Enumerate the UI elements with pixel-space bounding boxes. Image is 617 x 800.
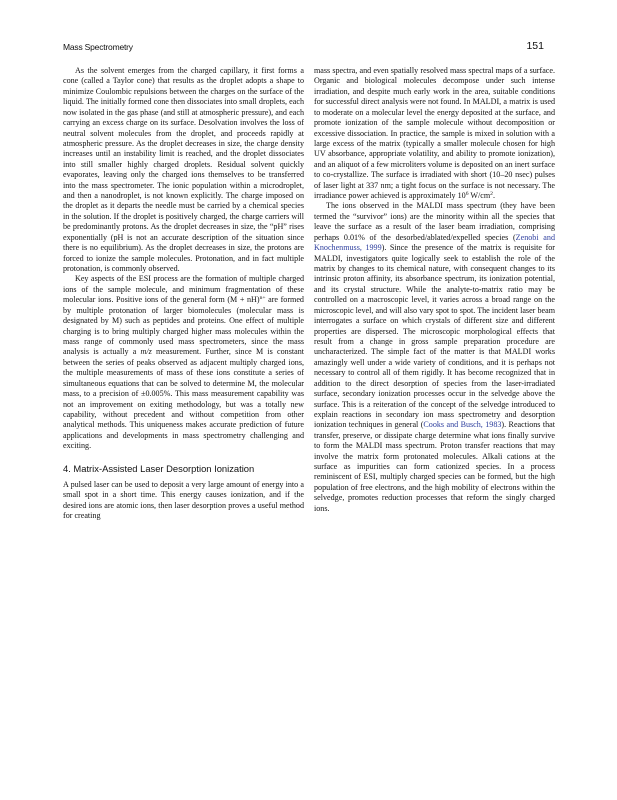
text-run: .: [492, 191, 495, 201]
right-column: [314, 66, 555, 514]
page-number: 151: [526, 40, 544, 52]
text-run: mass spectra, and even spatially resolved mass spectral maps of a surface. Organic and biological molecules decompose under such intense irradiation, and despite much early work in the area, suitable conditions for successful direct analysis were not found. In MALDI, a matrix is used to moderate on a molecular level the energy deposited at the surface, and promote ionization of the sample molecule without decomposition or excessive dissociation. In practice, the sample is mixed in solution with a large excess of the matrix (typically a smaller molecule chosen for high UV absorbance, appropriate volatility, and ability to promote ionization), and an aliquot of a few microliters volume is deposited on an inert surface to co-crystallize. The surface is irradiated with short (10–20 nsec) pulses of laser light at 337 nm; a tight focus on the surface is not necessary. The irradiance power achieved is approximately 10: [314, 66, 555, 201]
paragraph-maldi-matrix: [314, 66, 555, 201]
text-run: are formed by multiple protonation of larger biomolecules (molecular mass is designated by M) such as peptides and proteins. One effect of multiple charging is to bring multiply charged higher mass molecules within the mass range of commonly used mass spectrometers, since the mass analysis is actually a: [63, 295, 304, 357]
superscript-charge: n+: [259, 295, 266, 302]
text-run: ). Since the presence of the matrix is requisite for MALDI, investigators quite logically seek to establish the role of the matrix by changes to its chemical nature, with consequent changes to its intrinsic proton affinity, its absorbance spectrum, its ionization potential, and its crystal structure. While the analyte-to-matrix ratio may be controlled on a macroscopic level, it varies across a broad range on the microscopic level, and will also vary spot to spot. The incident laser beam interrogates a surface on which crystals of different size and different properties are dispersed. The microscopic morphological effects that result from a change in gross sample preparation procedure are uncharacterized. The simple fact of the matter is that MALDI works amazingly well under a wide variety of conditions, and it is perhaps not necessary to control all of them rigidly. It has become recognized that in addition to the direct desorption of species from the laser-irradiated surface, secondary ionization processes occur in the selvedge above the surface. This is a reiteration of the concept of the selvedge introduced to explain reactions in secondary ion mass spectrometry and desorption ionization techniques in general (: [314, 243, 556, 430]
citation-link-cooks[interactable]: Cooks and Busch, 1983: [423, 420, 502, 430]
paragraph-survivor-ions: [314, 201, 555, 514]
text-run: ). Reactions that transfer, preserve, or dissipate charge determine what ions finally survive to form the MALDI mass spectrum. Proton transfer reactions that may involve the matrix form protonated molecules. Alkali cations at the surface as impurities can form cationized species. In a process reminiscent of ESI, multiply charged species can be formed, but the high population of free electrons, and the high mobility of electrons within the selvedge, promotes reduction processes that reform the singly charged ions.: [314, 420, 555, 513]
text-run: W/cm: [468, 191, 491, 201]
text-run: The ions observed in the MALDI mass spectrum (they have been termed the “survivor” ions) are the minority within all the species that leave the surface as a result of the laser beam irradiation, comprising perhaps 0.01% of the desorbed/ablated/expelled species (: [314, 201, 555, 242]
mz-symbol: m/z: [140, 347, 152, 357]
superscript-exponent: 2: [490, 191, 493, 198]
paragraph-esi-key-aspects: [63, 274, 304, 451]
running-head: Mass Spectrometry: [63, 42, 133, 52]
paragraph-pulsed-laser: A pulsed laser can be used to deposit a very large amount of energy into a small spot in a short time. This energy causes ionization, and if the desired ions are atomic ions, then laser desorption proves a useful method for creating: [63, 480, 304, 521]
left-column: [63, 66, 304, 522]
text-run: Key aspects of the ESI process are the formation of multiple charged ions of the sample molecule, and minimum fragmentation of these molecular ions. Positive ions of the general form (M + nH): [63, 274, 304, 305]
text-run: measurement. Further, since M is constant between the series of peaks observed as adjacent multiply charged ions, the multiple measurements of mass of these ions constitute a series of simultaneous equations that can be solved to determine M, the molecular mass, to a precision of ±0.005%. This mass measurement capability was not an improvement on exiting methodology, but was a totally new capability, without precedent and without competition from other analytical methods. This uniqueness makes accurate prediction of future applications and developments in mass spectrometry challenging and exciting.: [63, 347, 304, 451]
section-heading-maldi: 4. Matrix-Assisted Laser Desorption Ionization: [63, 462, 255, 474]
citation-link-zenobi[interactable]: Zenobi and Knochenmuss, 1999: [314, 232, 555, 253]
paragraph-taylor-cone: As the solvent emerges from the charged capillary, it first forms a cone (called a Taylor cone) that results as the droplet adopts a shape to minimize Coulombic repulsions between the charges on the surface of the liquid. The initially formed cone then dissociates into small droplets, each now isolated in the gas phase (and still at atmospheric pressure), and each carrying an excess charge on its surface. Desolvation involves the loss of neutral solvent molecules from the droplet, and proceeds rapidly at atmospheric pressure. As the droplet decreases in size, the charge density increases until an instability limit is reached, and the droplet dissociates into still smaller highly charged droplets. Residual solvent quickly evaporates, leaving only the charged ions themselves to be transferred into the mass spectrometer. The ionic population within a microdroplet, and then a nanodroplet, is not known explicitly. The charge imposed on the droplet as it departs the needle must be carried by a chemical species in the solution. If the droplet is positively charged, the charge carriers will be predominantly protons. As the droplet decreases in size, the “pH” rises exponentially (pH is not an accurate description of the situation since there is no equilibrium). As the droplet decreases in size, the protons are forced to ionize the sample molecules. Protonation, and in fact multiple protonation, is commonly observed.: [63, 66, 304, 274]
superscript-exponent: 6: [465, 191, 469, 198]
